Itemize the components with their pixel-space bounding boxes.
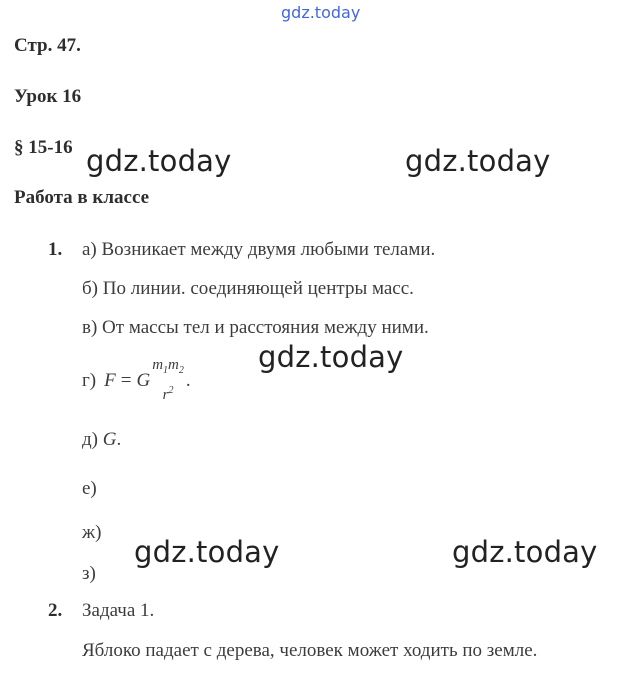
fraction-denominator: $r^2$ — [162, 385, 174, 403]
answer-g-label: г) — [82, 369, 97, 391]
formula-fraction — [152, 358, 184, 403]
page-number: Стр. 47. — [14, 35, 81, 56]
section-title: § 15-16 — [14, 137, 73, 158]
formula-end: . — [185, 369, 191, 391]
answer-a: а) Возникает между двумя любыми телами. — [82, 239, 436, 260]
answer-b: б) По линии. соединяющей центры масс. — [82, 278, 414, 299]
answer-d: д) G. — [82, 429, 122, 450]
classwork-title: Работа в классе — [14, 187, 150, 208]
task-2-title: Задача 1. — [82, 600, 155, 621]
watermark: gdz.today — [405, 144, 551, 178]
watermark: gdz.today — [134, 535, 280, 569]
watermark: gdz.today — [86, 144, 232, 178]
watermark: gdz.today — [258, 340, 404, 374]
formula-force: F — [104, 369, 116, 391]
fraction-numerator: $m_1m_2$ — [152, 357, 184, 376]
task-2-number: 2. — [48, 600, 63, 621]
formula-equals: = — [120, 369, 132, 391]
lesson-title: Урок 16 — [14, 86, 82, 107]
answer-z: з) — [82, 563, 96, 584]
task-1-number: 1. — [48, 239, 63, 260]
answer-zh: ж) — [82, 522, 102, 543]
formula-constant: G — [136, 369, 151, 391]
watermark: gdz.today — [452, 535, 598, 569]
answer-v: в) От массы тел и расстояния между ними. — [82, 317, 429, 338]
answer-g — [82, 358, 191, 403]
top-watermark: gdz.today — [281, 3, 361, 22]
answer-e: е) — [82, 478, 97, 499]
task-2-text: Яблоко падает с дерева, человек может ходить по земле. — [82, 640, 538, 661]
